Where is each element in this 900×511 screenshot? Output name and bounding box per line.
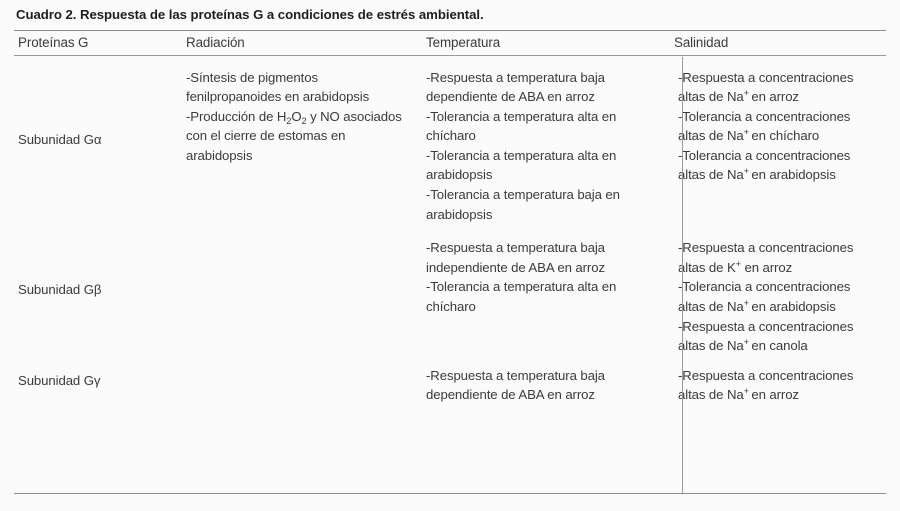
cell-entry: -Tolerancia a concentraciones altas de Na+ en chícharo [678, 108, 851, 144]
cell-entry: -Respuesta a temperatura baja independiente de ABA en arroz [426, 240, 605, 275]
table-bottom-rule [14, 493, 886, 494]
cell-entry: -Producción de $H_2O_2$ y NO asociados con el cierre de estomas en arabidopsis [186, 108, 402, 163]
column-divider-salinidad [682, 57, 683, 493]
header-row [14, 31, 886, 55]
row-radiacion-cell [182, 356, 422, 405]
cell-entry: -Respuesta a concentraciones altas de Na+ en canola [678, 318, 854, 354]
column-header-temperatura: Temperatura [426, 34, 501, 50]
table-row [14, 224, 886, 356]
row-subunit-label: Subunidad Gα [18, 132, 102, 148]
cell-entry: -Tolerancia a temperatura alta en chícharo [426, 108, 617, 144]
cell-entry: -Respuesta a temperatura baja dependiente de ABA en arroz [426, 69, 605, 105]
cell-entry: -Tolerancia a temperatura baja en arabidopsis [426, 187, 620, 222]
row-salinidad-cell [670, 224, 886, 356]
table-caption: Cuadro 2. Respuesta de las proteínas G a condiciones de estrés ambiental. [16, 7, 484, 22]
column-header-radiacion: Radiación [186, 34, 245, 50]
data-table [14, 31, 886, 55]
cell-entry: -Tolerancia a temperatura alta en chícharo [426, 279, 617, 315]
row-temperatura-cell [422, 356, 670, 405]
row-salinidad-cell [670, 356, 886, 405]
table-row [14, 356, 886, 405]
cell-entry: -Síntesis de pigmentos fenilpropanoides en arabidopsis [186, 69, 370, 105]
row-salinidad-cell [670, 56, 886, 225]
row-subunit-label: Subunidad Gβ [18, 282, 102, 298]
cell-entry: -Tolerancia a temperatura alta en arabidopsis [426, 147, 617, 183]
cell-entry: -Respuesta a concentraciones altas de Na+ en arroz [678, 367, 854, 403]
table-body [14, 56, 886, 406]
column-header-proteinas: Proteínas G [18, 34, 89, 50]
cell-entry: -Tolerancia a concentraciones altas de Na+ en arabidopsis [678, 279, 851, 315]
row-temperatura-cell [422, 56, 670, 225]
cell-entry: -Tolerancia a concentraciones altas de Na+ en arabidopsis [678, 147, 851, 183]
cell-entry: -Respuesta a concentraciones altas de K+ en arroz [678, 240, 854, 275]
row-subunit-label: Subunidad Gγ [18, 372, 101, 388]
table-row [14, 56, 886, 225]
row-temperatura-cell [422, 224, 670, 356]
column-header-salinidad: Salinidad [674, 34, 729, 50]
cell-entry: -Respuesta a temperatura baja dependiente de ABA en arroz [426, 367, 605, 403]
table-body-grid [14, 56, 886, 406]
row-radiacion-cell [182, 56, 422, 225]
row-radiacion-cell [182, 224, 422, 356]
cell-entry: -Respuesta a concentraciones altas de Na+ en arroz [678, 69, 854, 105]
table-head [14, 31, 886, 55]
